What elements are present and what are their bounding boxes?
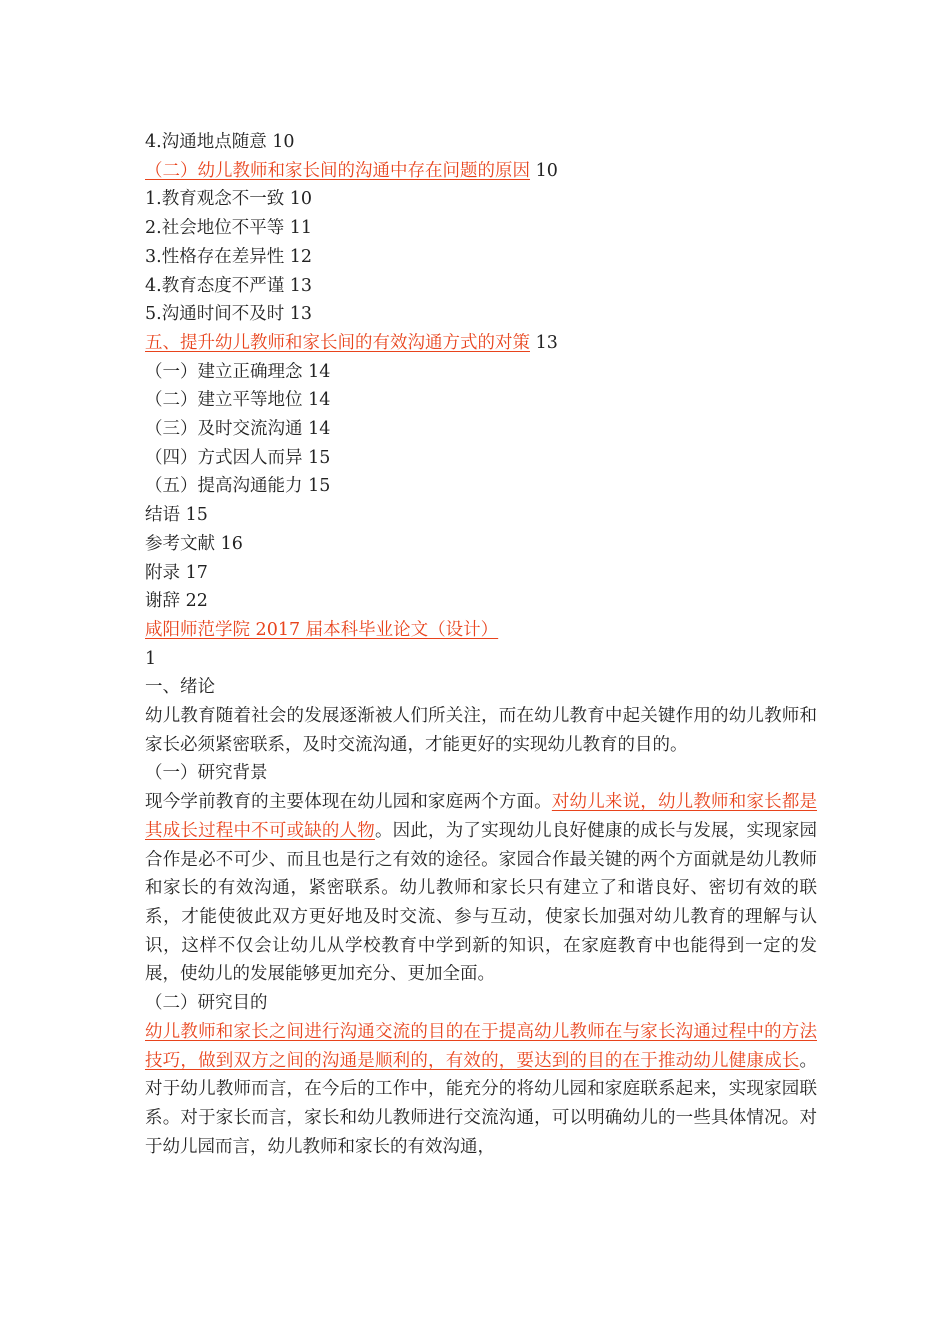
toc-entry[interactable]: 附录 17 [145,562,208,583]
subsection-title-purpose: （二）研究目的 [145,993,268,1014]
toc-entry[interactable]: （二）建立平等地位 14 [145,390,331,411]
purpose-paragraph: 幼儿教师和家长之间进行沟通交流的目的在于提高幼儿教师在与家长沟通过程中的方法技巧，做到双方之间的沟通是顺利的，有效的，要达到的目的在于推动幼儿健康成长。对于幼儿教师而言，在今后的工作中，能充分的将幼儿园和家庭联系起来，实现家园联系。对于家长而言，家长和幼儿教师进行交流沟通，可以明确幼儿的一些具体情况。对于幼儿园而言，幼儿教师和家长的有效沟通， [145,1021,817,1157]
toc-entry[interactable]: （二）幼儿教师和家长间的沟通中存在问题的原因 10 [145,160,558,181]
running-header[interactable]: 咸阳师范学院 2017 届本科毕业论文（设计） [145,619,499,640]
toc-entry[interactable]: 2.社会地位不平等 11 [145,218,313,239]
page-number: 1 [145,648,157,669]
background-paragraph: 现今学前教育的主要体现在幼儿园和家庭两个方面。对幼儿来说，幼儿教师和家长都是其成长过程中不可或缺的人物。因此，为了实现幼儿良好健康的成长与发展，实现家园合作是必不可少、而且也是行之有效的途径。家园合作最关键的两个方面就是幼儿教师和家长的有效沟通，紧密联系。幼儿教师和家长只有建立了和谐良好、密切有效的联系，才能使彼此双方更好地及时交流、参与互动，使家长加强对幼儿教育的理解与认识，这样不仅会让幼儿从学校教育中学到新的知识，在家庭教育中也能得到一定的发展，使幼儿的发展能够更加充分、更加全面。 [145,792,818,985]
toc-entry[interactable]: 谢辞 22 [145,591,208,612]
toc-entry[interactable]: （三）及时交流沟通 14 [145,419,331,440]
toc-entry[interactable]: 结语 15 [145,505,208,526]
table-of-contents [145,128,817,616]
subsection-title-background: （一）研究背景 [145,763,268,784]
toc-entry[interactable]: 五、提升幼儿教师和家长间的有效沟通方式的对策 13 [145,332,558,353]
intro-paragraph: 幼儿教育随着社会的发展逐渐被人们所关注，而在幼儿教育中起关键作用的幼儿教师和家长必须紧密联系，及时交流沟通，才能更好的实现幼儿教育的目的。 [145,706,817,755]
toc-entry[interactable]: 5.沟通时间不及时 13 [145,304,313,325]
toc-entry[interactable]: 4.教育态度不严谨 13 [145,275,313,296]
toc-entry[interactable]: 4.沟通地点随意 10 [145,132,295,152]
toc-entry[interactable]: 3.性格存在差异性 12 [145,246,313,267]
toc-entry[interactable]: （四）方式因人而异 15 [145,447,331,468]
highlighted-text[interactable]: 幼儿教师和家长之间进行沟通交流的目的在于提高幼儿教师在与家长沟通过程中的方法技巧，做到双方之间的沟通是顺利的，有效的，要达到的目的在于推动幼儿健康成长 [145,1021,817,1071]
page-content [145,128,817,1161]
section-title: 一、绪论 [145,677,215,698]
toc-entry[interactable]: （一）建立正确理念 14 [145,361,331,382]
toc-entry[interactable]: 1.教育观念不一致 10 [145,189,313,210]
toc-entry[interactable]: 参考文献 16 [145,533,243,554]
highlighted-text[interactable]: 对幼儿来说，幼儿教师和家长都是其成长过程中不可或缺的人物 [145,792,818,841]
toc-entry[interactable]: （五）提高沟通能力 15 [145,476,331,497]
